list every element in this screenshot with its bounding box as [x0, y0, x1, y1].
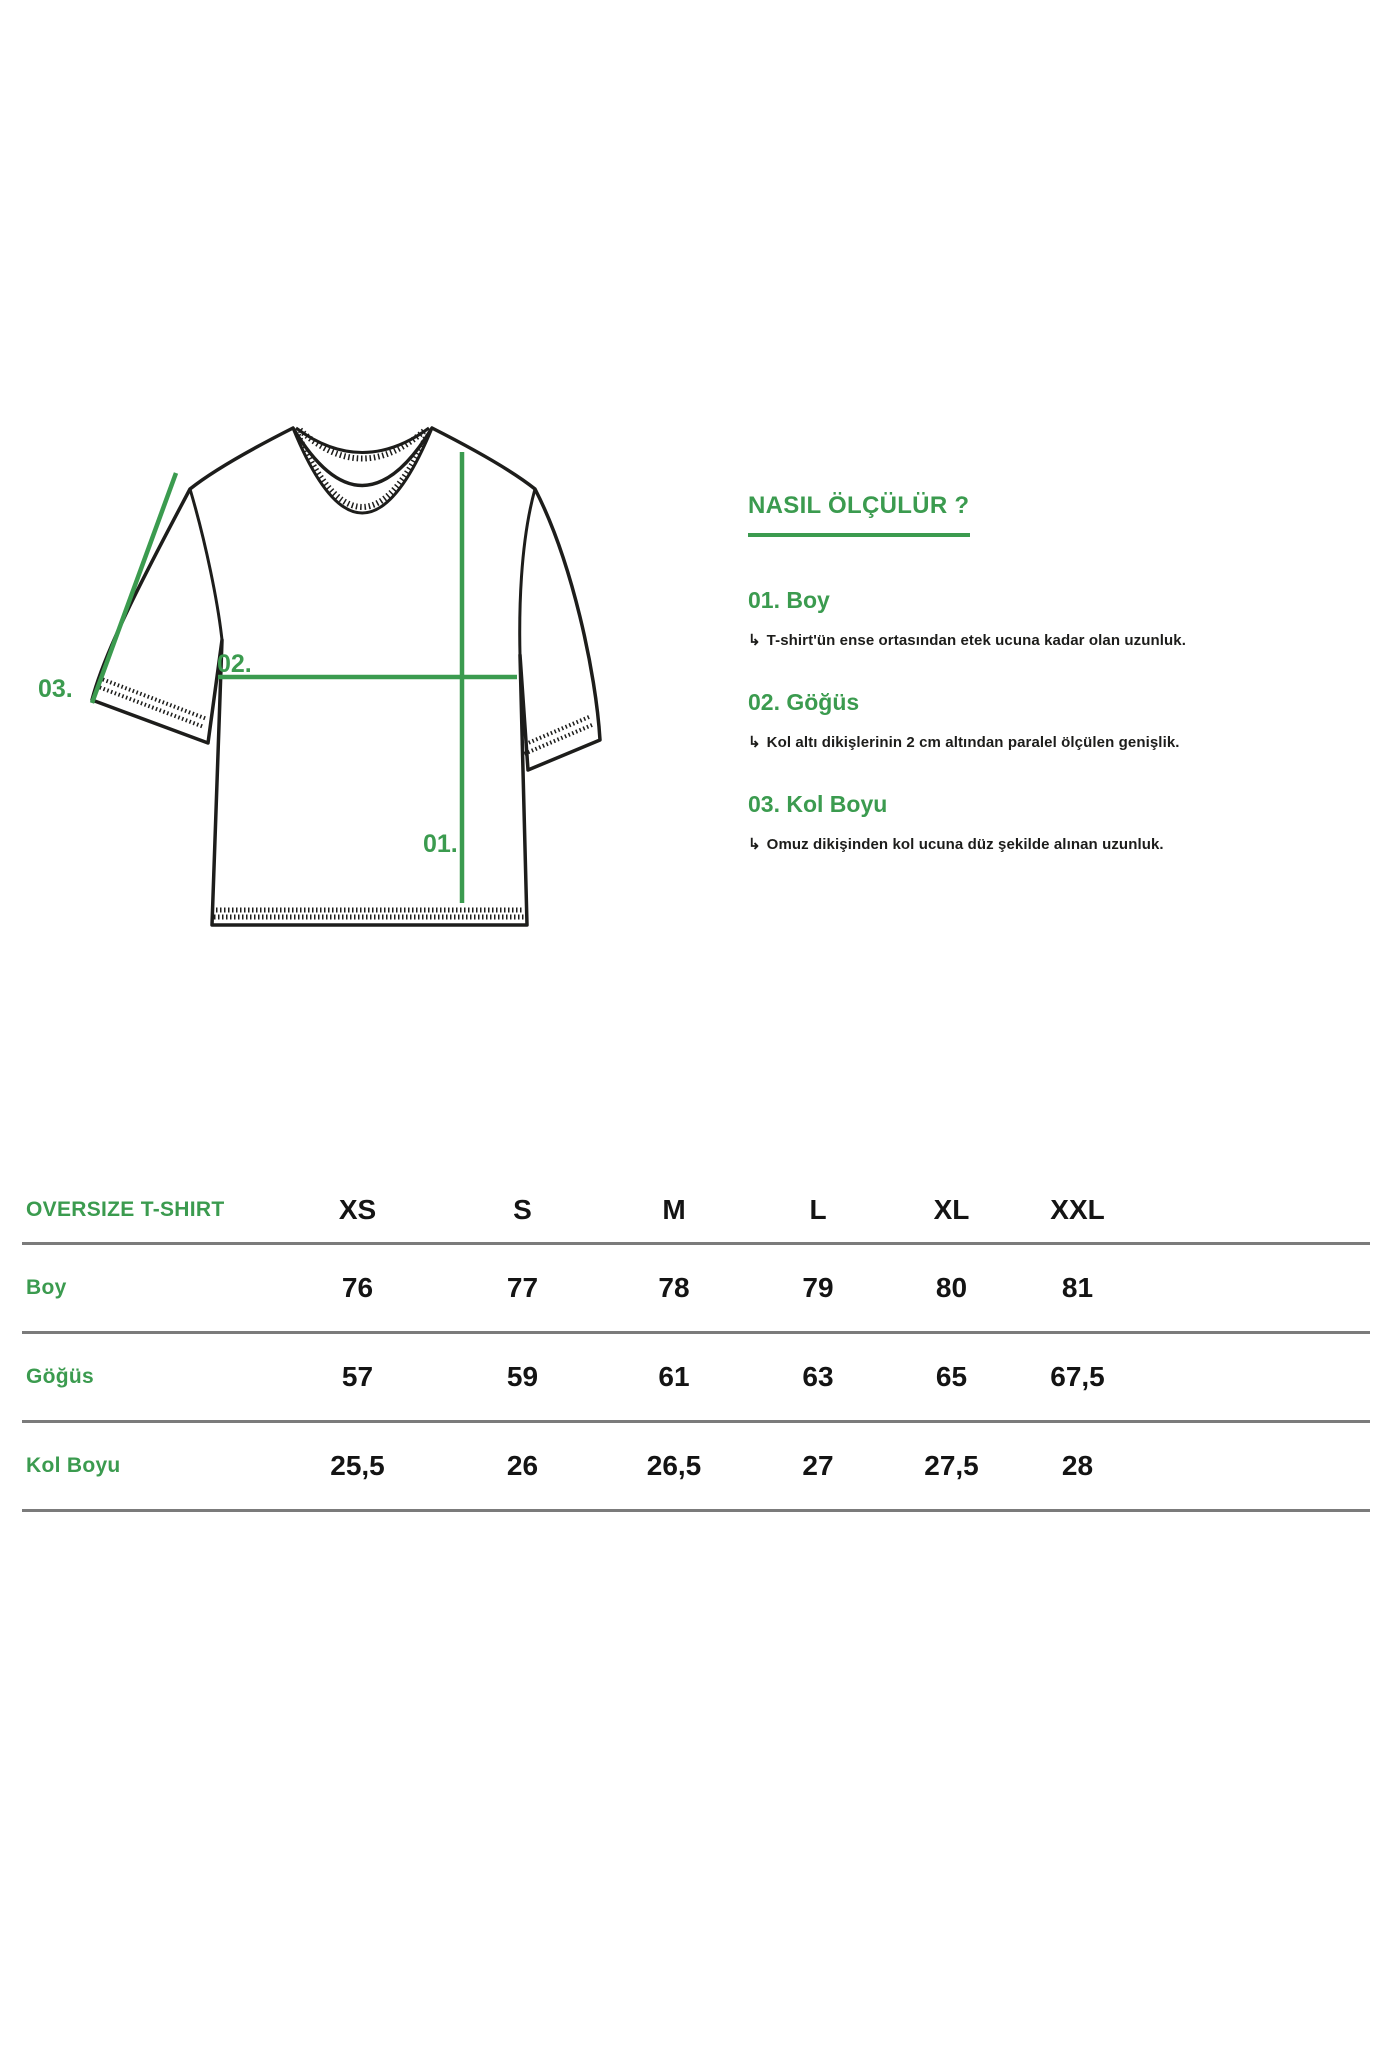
size-value: 27: [802, 1450, 834, 1481]
measure-description-text: Omuz dikişinden kol ucuna düz şekilde alınan uzunluk.: [766, 836, 1164, 853]
size-value: 63: [802, 1361, 834, 1392]
size-value: 26: [506, 1450, 539, 1481]
size-value: 81: [1061, 1272, 1094, 1303]
measure-section-sleeve: [748, 791, 1308, 853]
size-table-row-sleeve: [22, 1423, 1370, 1512]
size-table-row-chest: [22, 1334, 1370, 1423]
return-arrow-icon: ↳: [748, 836, 761, 853]
size-value: 77: [506, 1272, 539, 1303]
size-table-header-row: [22, 1178, 1370, 1245]
measure-section-description: [748, 835, 1308, 853]
measure-label-01: 01.: [423, 830, 458, 858]
title-underline: [748, 533, 970, 537]
measure-section-description: [748, 631, 1308, 649]
how-to-measure-title: NASIL ÖLÇÜLÜR ?: [748, 492, 970, 519]
tshirt-diagram: [30, 383, 610, 943]
return-arrow-icon: ↳: [748, 734, 761, 751]
size-value: 28: [1061, 1450, 1094, 1481]
size-value: 76: [341, 1272, 374, 1303]
measure-label-03: 03.: [38, 675, 73, 703]
column-header-xs: XS: [338, 1194, 377, 1225]
collar-back-stitching: [300, 430, 425, 459]
column-header-l: L: [809, 1194, 827, 1225]
measure-section-length: [748, 587, 1308, 649]
size-value: 80: [935, 1272, 968, 1303]
size-value: 78: [658, 1272, 690, 1303]
size-value: 67,5: [1050, 1361, 1105, 1392]
return-arrow-icon: ↳: [748, 632, 761, 649]
size-value: 61: [658, 1361, 690, 1392]
size-table-row-length: [22, 1245, 1370, 1334]
measure-description-text: T-shirt'ün ense ortasından etek ucuna kadar olan uzunluk.: [766, 632, 1187, 649]
measure-label-02: 02.: [217, 650, 252, 678]
size-table: [22, 1178, 1370, 1512]
size-value: 26,5: [646, 1450, 702, 1481]
row-label: Kol Boyu: [26, 1454, 121, 1477]
column-header-xxl: XXL: [1050, 1194, 1105, 1225]
measure-section-heading: 03. Kol Boyu: [748, 791, 888, 817]
size-value: 25,5: [330, 1450, 385, 1481]
size-value: 27,5: [924, 1450, 979, 1481]
measure-section-description: [748, 733, 1308, 751]
tshirt-drawing: [30, 383, 610, 943]
row-label: Göğüs: [26, 1365, 94, 1388]
measure-section-heading: 02. Göğüs: [748, 689, 860, 715]
measure-description-text: Kol altı dikişlerinin 2 cm altından paralel ölçülen genişlik.: [766, 734, 1180, 751]
size-value: 79: [802, 1272, 834, 1303]
column-header-m: M: [662, 1194, 686, 1225]
column-header-s: S: [513, 1194, 532, 1225]
size-value: 65: [935, 1361, 968, 1392]
row-label: Boy: [26, 1276, 67, 1299]
product-name: OVERSIZE T-SHIRT: [26, 1198, 225, 1221]
how-to-measure-panel: [748, 492, 1308, 853]
size-value: 57: [341, 1361, 374, 1392]
column-header-xl: XL: [933, 1194, 970, 1225]
measure-section-heading: 01. Boy: [748, 587, 830, 613]
measure-section-chest: [748, 689, 1308, 751]
size-value: 59: [506, 1361, 539, 1392]
